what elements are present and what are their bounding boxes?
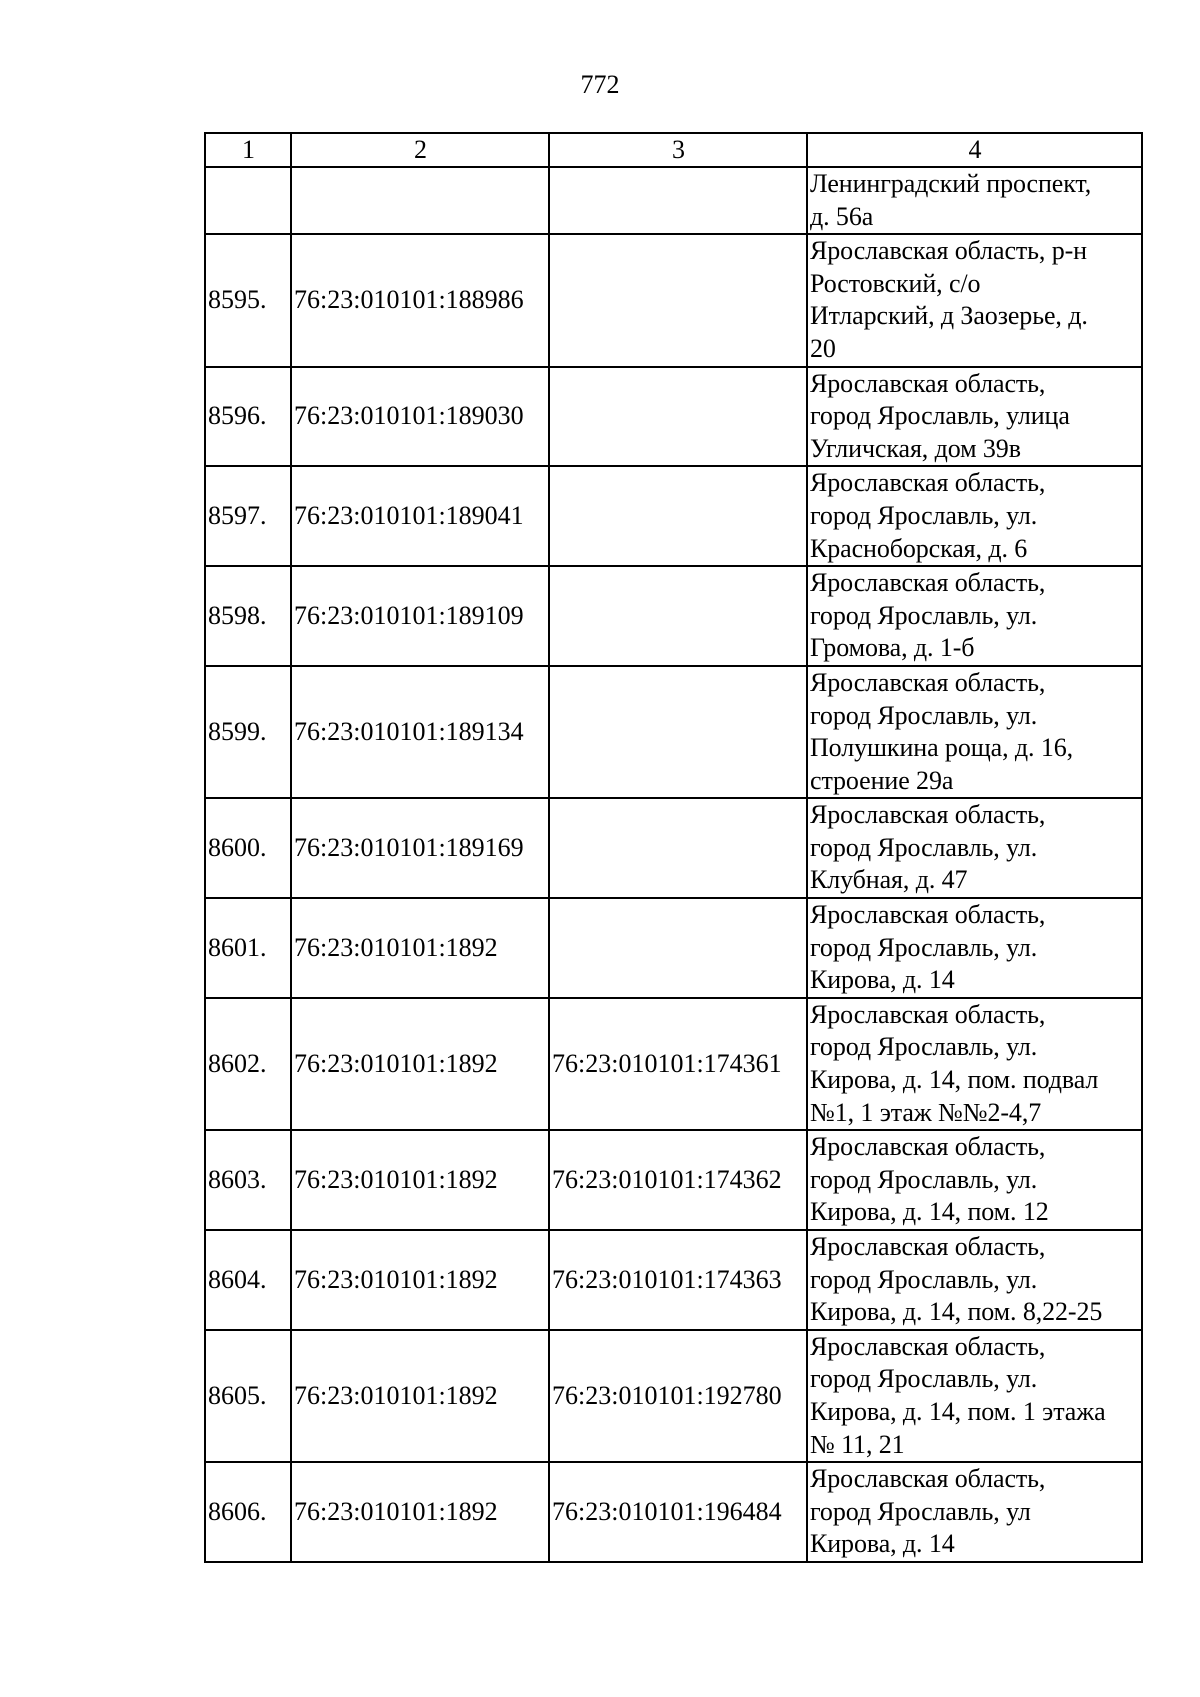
address-line: Полушкина роща, д. 16,: [810, 733, 1074, 763]
address-line: Ярославская область,: [810, 667, 1046, 697]
object-number-cell: [549, 898, 807, 998]
object-number-cell: 76:23:010101:174362: [549, 1130, 807, 1230]
column-header-2: 2: [291, 133, 549, 167]
cadastral-number-cell: 76:23:010101:1892: [291, 898, 549, 998]
address-line: Угличская, дом 39в: [810, 433, 1021, 463]
table-row: [205, 798, 1142, 898]
address-line: Ярославская область,: [810, 800, 1046, 830]
cadastral-number-cell: 76:23:010101:1892: [291, 1330, 549, 1462]
address-cell: [807, 798, 1142, 898]
object-number-cell: [549, 798, 807, 898]
row-number-cell: 8602.: [205, 998, 291, 1130]
row-number-cell: 8603.: [205, 1130, 291, 1230]
address-line: Кирова, д. 14, пом. 8,22-25: [810, 1297, 1103, 1327]
page-number: 772: [580, 70, 620, 99]
address-cell: [807, 167, 1142, 234]
address-line: №1, 1 этаж №№2-4,7: [810, 1097, 1042, 1127]
table-row: [205, 234, 1142, 366]
object-number-cell: [549, 234, 807, 366]
address-cell: [807, 566, 1142, 666]
address-line: № 11, 21: [810, 1429, 905, 1459]
row-number-cell: 8606.: [205, 1462, 291, 1562]
address-line: Ярославская область,: [810, 900, 1046, 930]
address-cell: [807, 1130, 1142, 1230]
address-line: город Ярославль, ул.: [810, 600, 1038, 630]
address-cell: [807, 234, 1142, 366]
cadastral-number-cell: 76:23:010101:1892: [291, 1230, 549, 1330]
row-number-cell: [205, 167, 291, 234]
object-number-cell: 76:23:010101:174363: [549, 1230, 807, 1330]
row-number-cell: 8596.: [205, 367, 291, 467]
address-line: Ярославская область,: [810, 1232, 1046, 1261]
address-line: город Ярославль, ул.: [810, 1164, 1038, 1194]
cadastral-number-cell: 76:23:010101:189134: [291, 666, 549, 798]
cadastral-number-cell: 76:23:010101:1892: [291, 1130, 549, 1230]
address-line: Красноборская, д. 6: [810, 533, 1028, 563]
row-number-cell: 8597.: [205, 466, 291, 566]
cadastral-number-cell: 76:23:010101:189030: [291, 367, 549, 467]
address-line: город Ярославль, улица: [810, 401, 1070, 431]
table-row: [205, 1230, 1142, 1330]
address-line: Ярославская область,: [810, 1464, 1046, 1494]
address-line: Ярославская область,: [810, 468, 1046, 498]
address-line: Кирова, д. 14: [810, 965, 955, 995]
object-number-cell: 76:23:010101:196484: [549, 1462, 807, 1562]
address-cell: [807, 666, 1142, 798]
table-row: [205, 1330, 1142, 1462]
address-line: город Ярославль, ул.: [810, 700, 1038, 730]
object-number-cell: [549, 666, 807, 798]
address-cell: [807, 1462, 1142, 1562]
table-header: [205, 133, 1142, 167]
cadastral-number-cell: [291, 167, 549, 234]
table-body: [205, 167, 1142, 1562]
cadastral-number-cell: 76:23:010101:189109: [291, 566, 549, 666]
address-line: Ярославская область,: [810, 1132, 1046, 1162]
row-number-cell: 8604.: [205, 1230, 291, 1330]
address-line: Ярославская область,: [810, 999, 1046, 1029]
row-number-cell: 8601.: [205, 898, 291, 998]
table-row: [205, 666, 1142, 798]
address-line: город Ярославль, ул.: [810, 1264, 1038, 1294]
table-row: [205, 167, 1142, 234]
address-cell: [807, 898, 1142, 998]
address-line: Ярославская область,: [810, 368, 1046, 398]
address-line: город Ярославль, ул.: [810, 1364, 1038, 1394]
object-number-cell: [549, 367, 807, 467]
row-number-cell: 8599.: [205, 666, 291, 798]
cadastral-number-cell: 76:23:010101:1892: [291, 998, 549, 1130]
address-line: Кирова, д. 14, пом. подвал: [810, 1065, 1099, 1095]
address-line: Ярославская область, р-н: [810, 236, 1087, 266]
address-line: Кирова, д. 14, пом. 1 этажа: [810, 1396, 1106, 1426]
column-header-4: 4: [807, 133, 1142, 167]
address-line: Ленинградский проспект,: [810, 169, 1092, 198]
object-number-cell: 76:23:010101:174361: [549, 998, 807, 1130]
cadastral-number-cell: 76:23:010101:188986: [291, 234, 549, 366]
object-number-cell: [549, 466, 807, 566]
object-number-cell: [549, 167, 807, 234]
object-number-cell: 76:23:010101:192780: [549, 1330, 807, 1462]
table-row: [205, 1130, 1142, 1230]
address-cell: [807, 1230, 1142, 1330]
column-header-1: 1: [205, 133, 291, 167]
address-cell: [807, 367, 1142, 467]
column-header-3: 3: [549, 133, 807, 167]
table-row: [205, 367, 1142, 467]
table-row: [205, 1462, 1142, 1562]
address-line: д. 56а: [810, 201, 874, 231]
address-line: город Ярославль, ул.: [810, 832, 1038, 862]
address-line: город Ярославль, ул.: [810, 500, 1038, 530]
table-row: [205, 566, 1142, 666]
address-line: Громова, д. 1-б: [810, 633, 975, 663]
cadastral-number-cell: 76:23:010101:189041: [291, 466, 549, 566]
table-row: [205, 466, 1142, 566]
address-line: город Ярославль, ул.: [810, 1032, 1038, 1062]
address-cell: [807, 998, 1142, 1130]
header-row: [205, 133, 1142, 167]
cadastral-number-cell: 76:23:010101:189169: [291, 798, 549, 898]
address-line: Ярославская область,: [810, 1331, 1046, 1361]
address-line: строение 29а: [810, 765, 954, 795]
row-number-cell: 8605.: [205, 1330, 291, 1462]
address-line: Кирова, д. 14: [810, 1529, 955, 1559]
property-registry-table: [204, 132, 1143, 1563]
table-row: [205, 998, 1142, 1130]
cadastral-number-cell: 76:23:010101:1892: [291, 1462, 549, 1562]
address-line: Ярославская область,: [810, 568, 1046, 598]
address-line: Клубная, д. 47: [810, 865, 968, 895]
address-line: город Ярославль, ул.: [810, 932, 1038, 962]
object-number-cell: [549, 566, 807, 666]
address-line: Кирова, д. 14, пом. 12: [810, 1197, 1049, 1227]
row-number-cell: 8598.: [205, 566, 291, 666]
address-line: Ростовский, с/о: [810, 268, 981, 298]
row-number-cell: 8600.: [205, 798, 291, 898]
address-cell: [807, 1330, 1142, 1462]
address-cell: [807, 466, 1142, 566]
address-line: Итларский, д Заозерье, д.: [810, 301, 1088, 331]
address-line: 20: [810, 333, 836, 363]
row-number-cell: 8595.: [205, 234, 291, 366]
address-line: город Ярославль, ул: [810, 1496, 1031, 1526]
table-row: [205, 898, 1142, 998]
